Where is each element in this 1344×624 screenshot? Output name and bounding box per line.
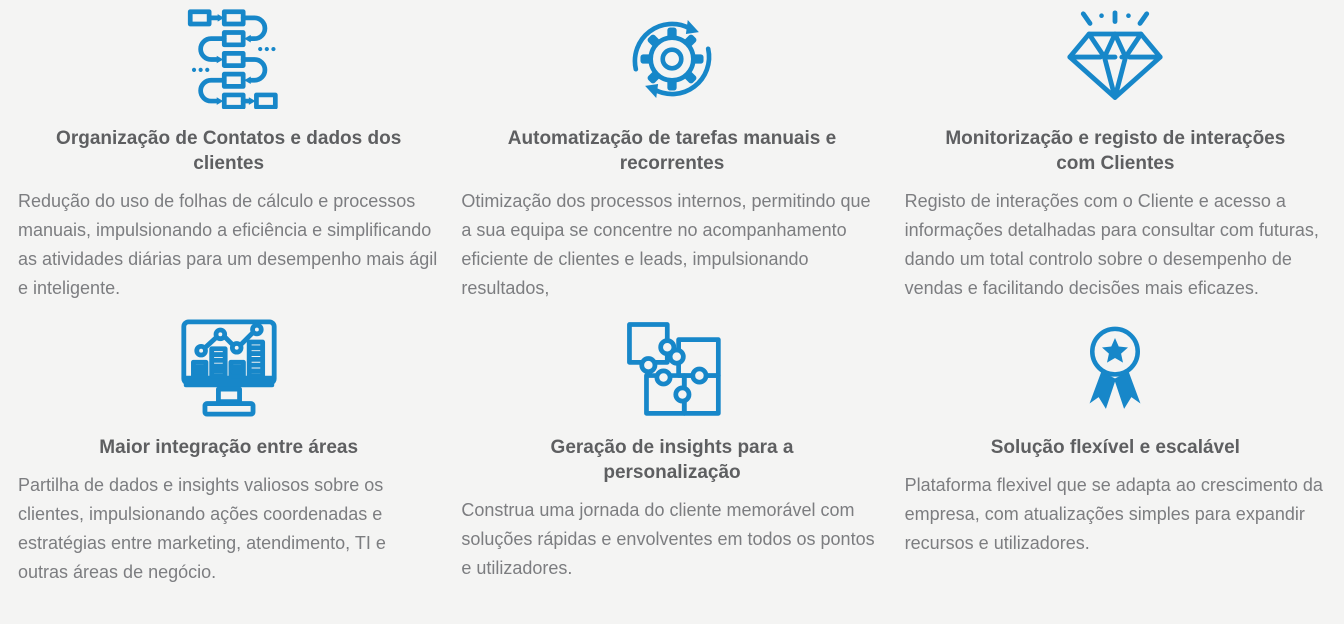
- feature-card-integracao: [18, 313, 439, 587]
- feature-title: Monitorização e registo de interações com Clientes: [945, 128, 1286, 174]
- feature-title: Automatização de tarefas manuais e recorrentes: [507, 128, 837, 174]
- feature-description: Construa uma jornada do cliente memorável com soluções rápidas e envolventes em todos os pontos e utilizadores.: [461, 500, 875, 578]
- puzzle-pieces-icon: [461, 313, 882, 423]
- diamond-sparkle-icon: [905, 4, 1326, 114]
- feature-card-monitorizacao: [905, 4, 1326, 303]
- flowchart-process-icon: [18, 4, 439, 114]
- feature-card-automatizacao: [461, 4, 882, 303]
- feature-description: Otimização dos processos internos, permitindo que a sua equipa se concentre no acompanhamento eficiente de clientes e leads, impulsionando resultados,: [461, 191, 871, 298]
- feature-description: Plataforma flexivel que se adapta ao crescimento da empresa, com atualizações simples para expandir recursos e utilizadores.: [904, 475, 1323, 553]
- feature-title: Solução flexível e escalável: [990, 437, 1240, 458]
- feature-description: Partilha de dados e insights valiosos sobre os clientes, impulsionando ações coordenadas e estratégias entre marketing, atendimento, TI e outras áreas de negócio.: [18, 475, 386, 582]
- feature-title: Maior integração entre áreas: [99, 437, 359, 458]
- feature-title: Geração de insights para a personalização: [550, 437, 794, 483]
- feature-card-organizacao-contatos: [18, 4, 439, 303]
- award-ribbon-icon: [905, 313, 1326, 423]
- feature-card-insights: [461, 313, 882, 587]
- feature-description: Registo de interações com o Cliente e acesso a informações detalhadas para consultar com futuras, dando um total controlo sobre o desempenho de vendas e facilitando decisões mais eficazes.: [904, 191, 1319, 298]
- feature-description: Redução do uso de folhas de cálculo e processos manuais, impulsionando a eficiência e simplificando as atividades diárias para um desempenho mais ágil e inteligente.: [18, 191, 438, 298]
- feature-card-solucao-flexivel: [905, 313, 1326, 587]
- monitor-chart-icon: [18, 313, 439, 423]
- feature-title: Organização de Contatos e dados dos clientes: [56, 128, 402, 174]
- automation-gear-icon: [461, 4, 882, 114]
